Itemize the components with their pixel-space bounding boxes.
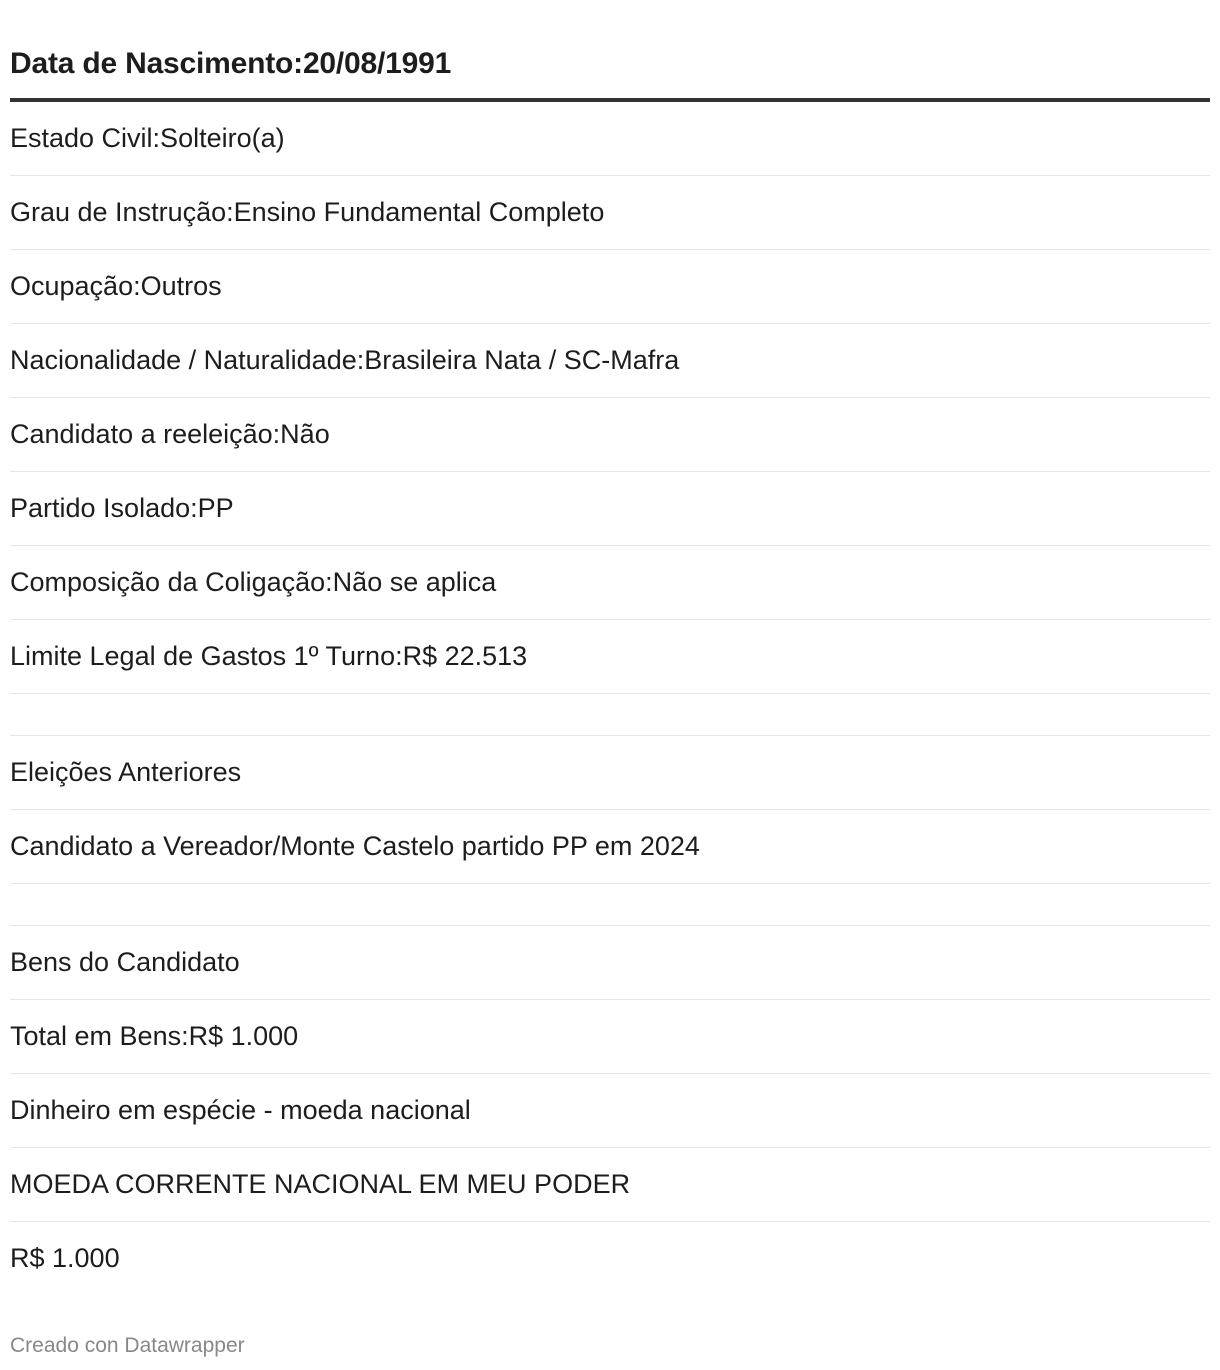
cell-text: Ocupação:Outros [10, 271, 222, 301]
cell-text: Limite Legal de Gastos 1º Turno:R$ 22.513 [10, 641, 528, 671]
table-row-coalition [10, 546, 1210, 620]
candidate-table [10, 0, 1210, 1295]
table-row-election-item [10, 810, 1210, 884]
cell-text: Candidato a reeleição:Não [10, 419, 330, 449]
cell-text: Nacionalidade / Naturalidade:Brasileira Nata / SC-Mafra [10, 345, 680, 375]
table-row-reelection [10, 398, 1210, 472]
table-row-assets-heading [10, 926, 1210, 1000]
table-row-elections-heading [10, 736, 1210, 810]
table-row-asset-type [10, 1074, 1210, 1148]
table-row-civil-status [10, 102, 1210, 176]
table-row-nationality [10, 324, 1210, 398]
table-row-asset-description [10, 1148, 1210, 1222]
blank-row [10, 694, 1210, 736]
cell-text: Dinheiro em espécie - moeda nacional [10, 1095, 471, 1125]
datawrapper-credit: Creado con Datawrapper [10, 1334, 245, 1357]
table-row-education [10, 176, 1210, 250]
cell-text: MOEDA CORRENTE NACIONAL EM MEU PODER [10, 1169, 631, 1199]
table-row-assets-total [10, 1000, 1210, 1074]
cell-text: Candidato a Vereador/Monte Castelo partido PP em 2024 [10, 831, 700, 861]
table-row-party [10, 472, 1210, 546]
cell-text: Partido Isolado:PP [10, 493, 234, 523]
cell-text: Total em Bens:R$ 1.000 [10, 1021, 299, 1051]
cell-text: Grau de Instrução:Ensino Fundamental Completo [10, 197, 605, 227]
table-header [10, 0, 1210, 102]
cell-text: R$ 1.000 [10, 1243, 120, 1273]
birth-date-title: Data de Nascimento:20/08/1991 [10, 47, 452, 80]
cell-text: Estado Civil:Solteiro(a) [10, 123, 285, 153]
blank-row [10, 884, 1210, 926]
section-heading: Bens do Candidato [10, 947, 240, 977]
section-heading: Eleições Anteriores [10, 757, 242, 787]
table-row-occupation [10, 250, 1210, 324]
cell-text: Composição da Coligação:Não se aplica [10, 567, 497, 597]
table-row-asset-value [10, 1222, 1210, 1295]
table-row-spending-limit [10, 620, 1210, 694]
